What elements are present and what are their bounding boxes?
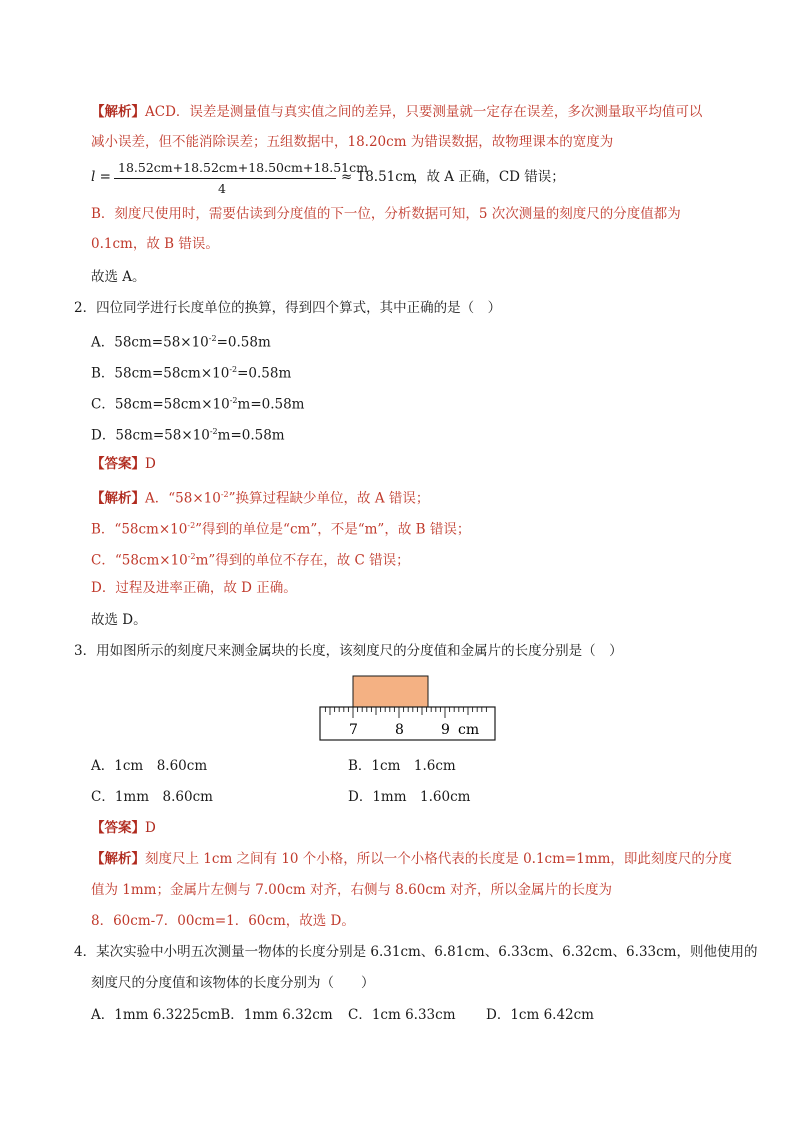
q3-option-c: C．1mm 8.60cm <box>91 789 213 805</box>
q2-option-a: A．$58cm=58\times 10^{-2}=0.58m$ <box>91 334 271 351</box>
q4-stem-line1: 4．某次实验中小明五次测量一物体的长度分别是 6.31cm、6.81cm、6.33cm、6.32cm、6.33cm，则他使用的 <box>74 944 758 960</box>
q2-analysis-b: B．“$58cm\times 10^{-2}$”得到的单位是“cm”，不是“m”，故 B 错误； <box>91 521 471 538</box>
q2-option-c: C．$58cm=58cm\times 10^{-2}m=0.58m$ <box>91 396 305 413</box>
q2-analysis-c: C．“$58cm\times 10^{-2}m$”得到的单位不存在，故 C 错误； <box>91 552 410 569</box>
q2-stem: 2．四位同学进行长度单位的换算，得到四个算式，其中正确的是（ ） <box>74 300 502 316</box>
formula-denominator: 4 <box>218 181 226 196</box>
q2-analysis-d: D．过程及进率正确，故 D 正确。 <box>91 580 297 596</box>
metal-block <box>353 676 428 708</box>
q3-analysis-line1: 【解析】刻度尺上 1cm 之间有 10 个小格，所以一个小格代表的长度是 0.1cm=1mm，即此刻度尺的分度 <box>91 851 732 867</box>
sol1-line1: 【解析】ACD．误差是测量值与真实值之间的差异，只要测量就一定存在误差，多次测量取平均值可以 <box>91 104 703 120</box>
sol1-line2: 减小误差，但不能消除误差；五组数据中，18.20cm 为错误数据，故物理课本的宽度为 <box>91 134 614 150</box>
ruler-label-9: 9 <box>441 722 450 738</box>
q3-option-d: D．1mm 1.60cm <box>348 789 471 805</box>
q4-option-c: C．1cm 6.33cm <box>348 1007 456 1023</box>
q2-analysis-a: 【解析】A．“$58\times 10^{-2}$”换算过程缺少单位，故 A 错误； <box>91 490 430 507</box>
q3-answer: 【答案】D <box>91 820 156 836</box>
ruler-label-7: 7 <box>349 722 358 738</box>
q2-answer: 【答案】D <box>91 456 156 472</box>
formula-fraction <box>114 158 368 198</box>
sol1-line4: B．刻度尺使用时，需要估读到分度值的下一位，分析数据可知，5 次次测量的刻度尺的分度值都为 <box>91 206 681 222</box>
q3-analysis-line3: 8．60cm-7．00cm=1．60cm，故选 D。 <box>91 913 355 929</box>
q3-analysis-line2: 值为 1mm；金属片左侧与 7.00cm 对齐，右侧与 8.60cm 对齐，所以金属片的长度为 <box>91 882 612 898</box>
q4-stem-line2: 刻度尺的分度值和该物体的长度分别为（ ） <box>91 975 375 991</box>
ruler-label-unit: cm <box>458 722 480 738</box>
ruler-figure <box>318 673 498 743</box>
sol1-line6: 故选 A。 <box>91 269 146 285</box>
q4-option-d: D．1cm 6.42cm <box>486 1007 594 1023</box>
formula-numerator: 18.52cm+18.52cm+18.50cm+18.51cm <box>118 160 368 175</box>
formula-lhs: l = <box>91 169 111 185</box>
analysis-tag: 【解析】 <box>91 104 145 120</box>
fraction-bar <box>114 178 336 179</box>
formula-rhs: ≈ 18.51cm <box>341 169 416 185</box>
q4-options-ab: A．1mm 6.3225cmB．1mm 6.32cm <box>91 1007 333 1023</box>
q2-option-d: D．$58cm=58\times 10^{-2}m=0.58m$ <box>91 427 285 444</box>
q3-option-a: A．1cm 8.60cm <box>91 758 208 774</box>
q3-stem: 3．用如图所示的刻度尺来测金属块的长度，该刻度尺的分度值和金属片的长度分别是（ ） <box>74 643 623 659</box>
sol1-line5: 0.1cm，故 B 错误。 <box>91 236 219 252</box>
q2-conclusion: 故选 D。 <box>91 612 147 628</box>
q3-option-b: B．1cm 1.6cm <box>348 758 456 774</box>
ruler-label-8: 8 <box>395 722 404 738</box>
formula-tail: ，故 A 正确，CD 错误； <box>413 169 565 185</box>
q2-option-b: B．$58cm=58cm\times 10^{-2}=0.58m$ <box>91 365 292 382</box>
